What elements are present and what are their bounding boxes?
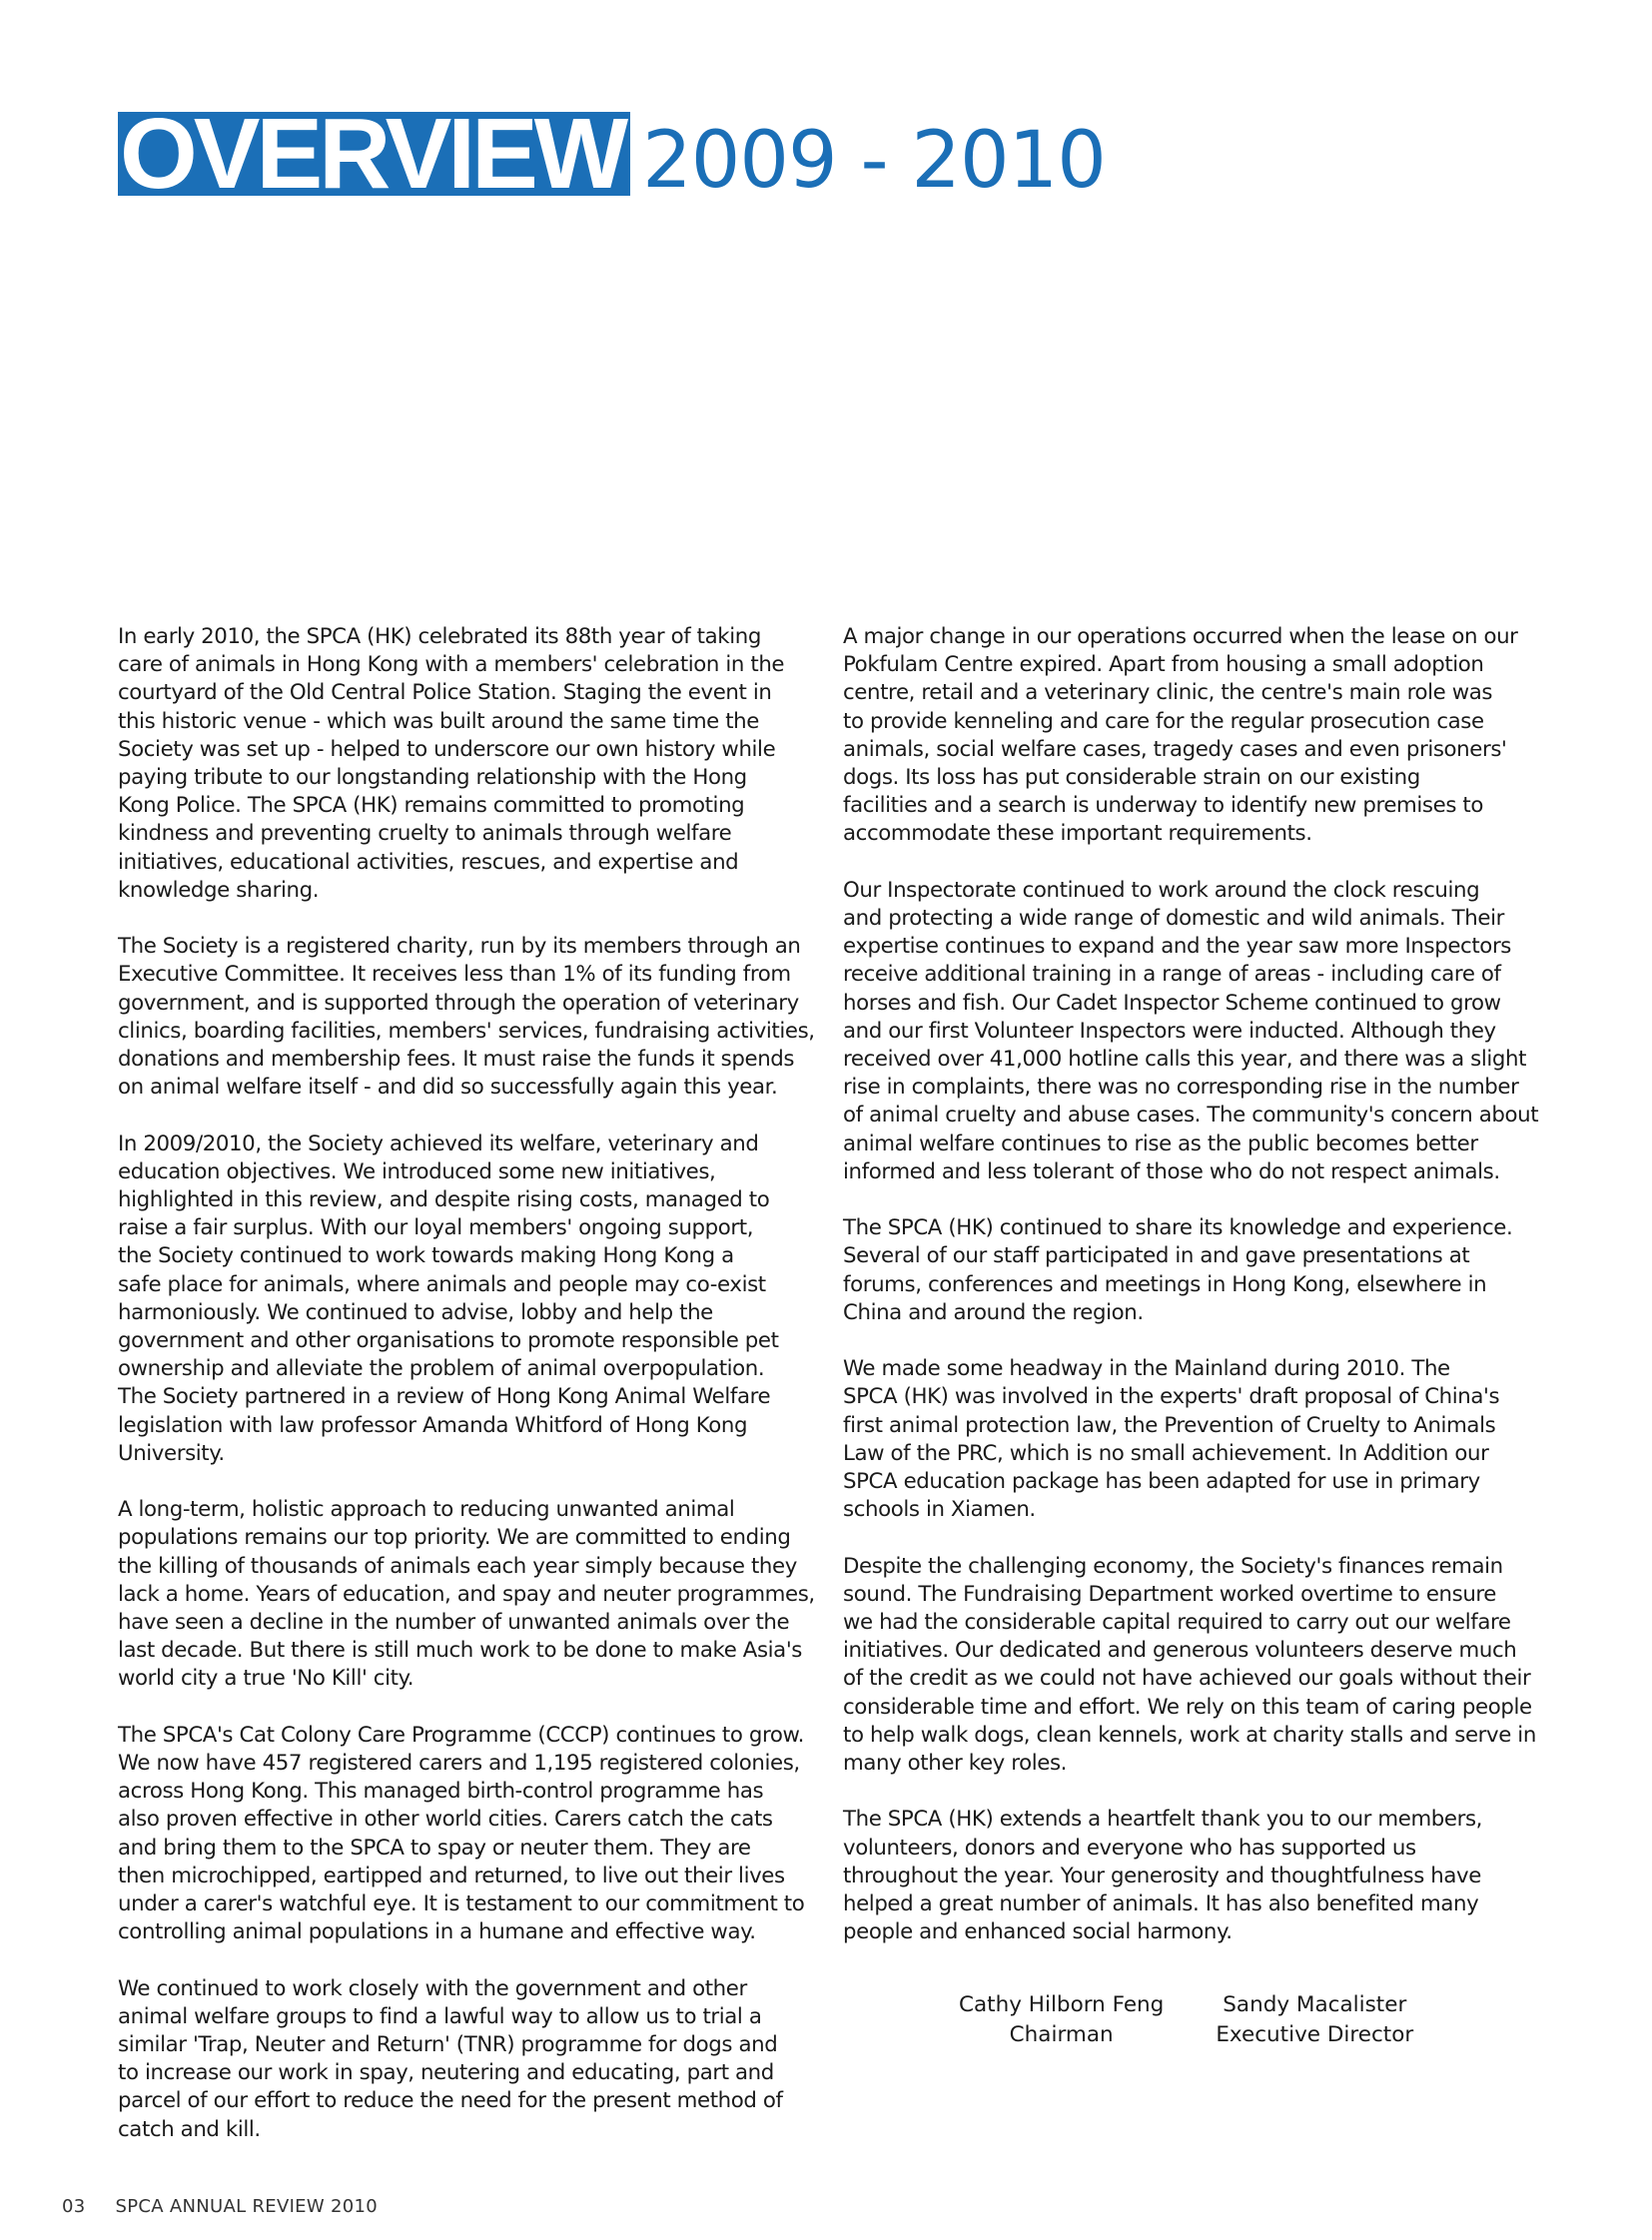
- publication-name: SPCA ANNUAL REVIEW 2010: [115, 2196, 378, 2217]
- signature-executive-director: [1216, 1990, 1413, 2050]
- title-years: 2009 - 2010: [642, 116, 1106, 206]
- paragraph: The SPCA's Cat Colony Care Programme (CCCP) continues to grow. We now have 457 registered carers and 1,195 registered colonies, across Hong Kong. This managed birth-control programme has also proven effective in other world cities. Carers catch the cats and bring them to the SPCA to spay or neuter them. They are then microchipped, eartipped and returned, to live out their lives under a carer's watchful eye. It is testament to our commitment to controlling animal populations in a humane and effective way.: [118, 1722, 805, 1945]
- signatures: [959, 1990, 1413, 2050]
- title-overview: OVERVIEW: [118, 112, 630, 196]
- paragraph: The Society is a registered charity, run by its members through an Executive Committee. It receives less than 1% of its funding from government, and is supported through the operation of veterinary clinics, boarding facilities, members' services, fundraising activities, donations and membership fees. It must raise the funds it spends on animal welfare itself - and did so successfully again this year.: [118, 934, 815, 1101]
- page-title: [118, 112, 1106, 206]
- signature-chairman: [959, 1990, 1164, 2050]
- paragraph: We continued to work closely with the government and other animal welfare groups to find a lawful way to allow us to trial a similar 'Trap, Neuter and Return' (TNR) programme for dogs and to increase our work in spay, neutering and educating, part and parcel of our effort to reduce the need for the present method of catch and kill.: [118, 1975, 783, 2142]
- signature-role: Executive Director: [1216, 2022, 1414, 2047]
- paragraph: In early 2010, the SPCA (HK) celebrated its 88th year of taking care of animals in Hong Kong with a members' celebration in the courtyard of the Old Central Police Station. Staging the event in this historic venue - which was built around the same time the Society was set up - helped to underscore our own history while paying tribute to our longstanding relationship with the Hong Kong Police. The SPCA (HK) remains committed to promoting kindness and preventing cruelty to animals through welfare initiatives, educational activities, rescues, and expertise and knowledge sharing.: [118, 624, 785, 903]
- paragraph: The SPCA (HK) continued to share its knowledge and experience. Several of our staff participated in and gave presentations at forums, conferences and meetings in Hong Kong, elsewhere in China and around the region.: [843, 1215, 1513, 1325]
- page-number: 03: [62, 2196, 86, 2217]
- paragraph: The SPCA (HK) extends a heartfelt thank you to our members, volunteers, donors and everyone who has supported us throughout the year. Your generosity and thoughtfulness have helped a great number of animals. It has also benefited many people and enhanced social harmony.: [843, 1807, 1483, 1945]
- signature-name: Cathy Hilborn Feng: [959, 1992, 1165, 2017]
- signature-name: Sandy Macalister: [1223, 1992, 1407, 2017]
- page-footer: [62, 2196, 378, 2217]
- signature-role: Chairman: [1009, 2022, 1114, 2047]
- paragraph: A long-term, holistic approach to reducing unwanted animal populations remains our top priority. We are committed to ending the killing of thousands of animals each year simply because they lack a home. Years of education, and spay and neuter programmes, have seen a decline in the number of unwanted animals over the last decade. But there is still much work to be done to make Asia's world city a true 'No Kill' city.: [118, 1497, 815, 1692]
- paragraph: We made some headway in the Mainland during 2010. The SPCA (HK) was involved in the experts' draft proposal of China's first animal protection law, the Prevention of Cruelty to Animals Law of the PRC, which is no small achievement. In Addition our SPCA education package has been adapted for use in primary schools in Xiamen.: [843, 1356, 1500, 1523]
- paragraph: In 2009/2010, the Society achieved its welfare, veterinary and education objectives. We introduced some new initiatives, highlighted in this review, and despite rising costs, managed to raise a fair surplus. With our loyal members' ongoing support, the Society continued to work towards making Hong Kong a safe place for animals, where animals and people may co-exist harmoniously. We continued to advise, lobby and help the government and other organisations to promote responsible pet ownership and alleviate the problem of animal overpopulation. The Society partnered in a review of Hong Kong Animal Welfare legislation with law professor Amanda Whitford of Hong Kong University.: [118, 1130, 779, 1466]
- paragraph: Our Inspectorate continued to work around the clock rescuing and protecting a wide range of domestic and wild animals. Their expertise continues to expand and the year saw more Inspectors receive additional training in a range of areas - including care of horses and fish. Our Cadet Inspector Scheme continued to grow and our first Volunteer Inspectors were inducted. Although they received over 41,000 hotline calls this year, and there was a slight rise in complaints, there was no corresponding rise in the number of animal cruelty and abuse cases. The community's concern about animal welfare continues to rise as the public becomes better informed and less tolerant of those who do not respect animals.: [843, 877, 1539, 1184]
- paragraph: A major change in our operations occurred when the lease on our Pokfulam Centre expired. Apart from housing a small adoption centre, retail and a veterinary clinic, the centre's main role was to provide kenneling and care for the regular prosecution case animals, social welfare cases, tragedy cases and even prisoners' dogs. Its loss has put considerable strain on our existing facilities and a search is underway to identify new premises to accommodate these important requirements.: [843, 624, 1518, 847]
- right-column: [843, 623, 1542, 1975]
- paragraph: Despite the challenging economy, the Society's finances remain sound. The Fundraising Department worked overtime to ensure we had the considerable capital required to carry out our welfare initiatives. Our dedicated and generous volunteers deserve much of the credit as we could not have achieved our goals without their considerable time and effort. We rely on this team of caring people to help walk dogs, clean kennels, work at charity stalls and serve in many other key roles.: [843, 1553, 1536, 1777]
- left-column: [118, 623, 817, 2172]
